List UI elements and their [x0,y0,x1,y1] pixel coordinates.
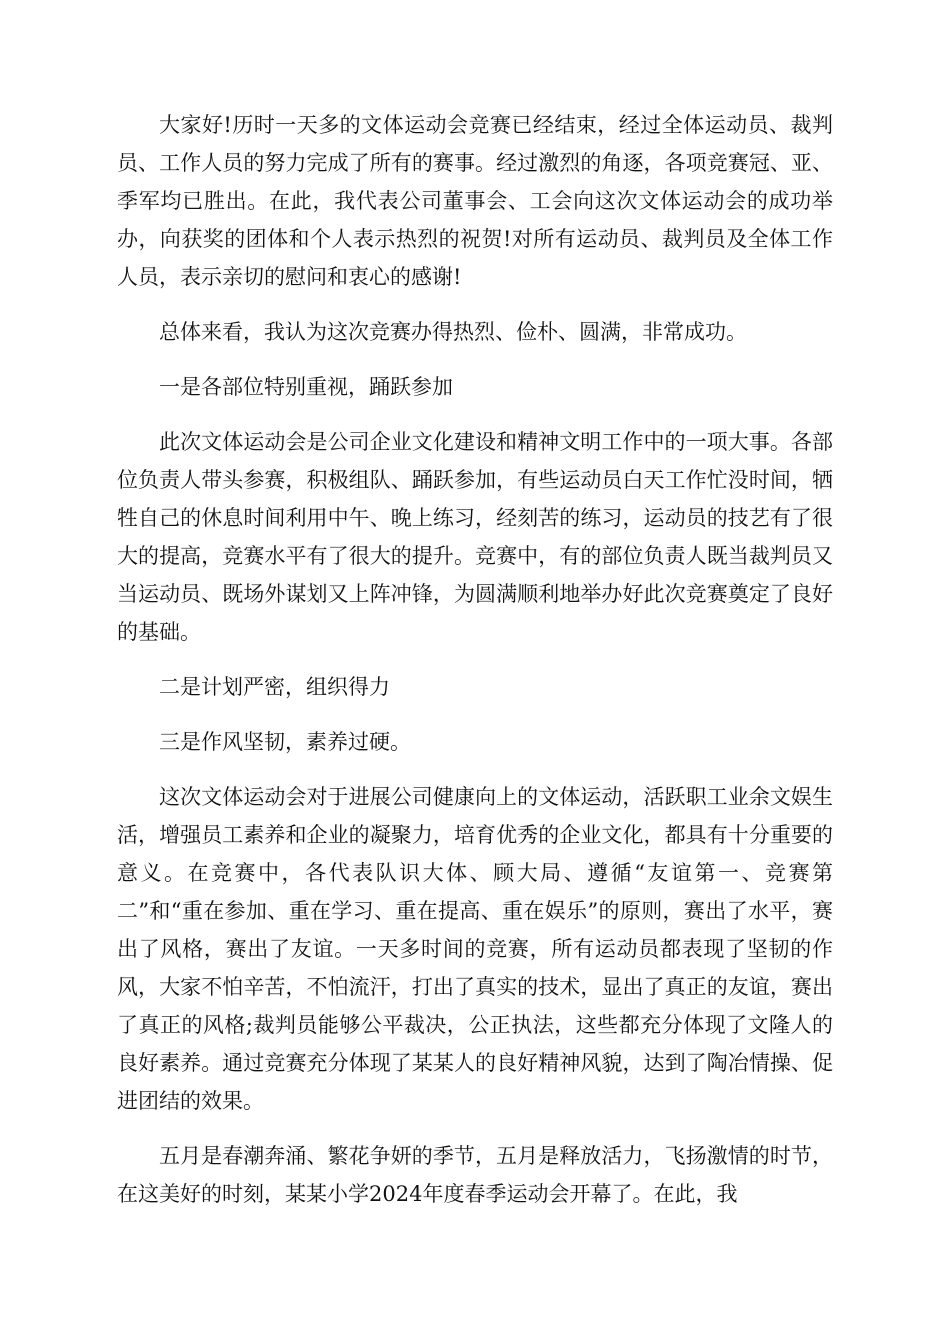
section-heading-two: 二是计划严密，组织得力 [159,675,390,699]
section-heading-one: 一是各部位特别重视，踊跃参加 [159,375,453,399]
paragraph-significance: 这次文体运动会对于进展公司健康向上的文体运动，活跃职工业余文娱生活，增强员工素养和企业的凝聚力，培育优秀的企业文化，都具有十分重要的意义。在竞赛中，各代表队识大体、顾大局、遵循“友谊第一、竞赛第二”和“重在参加、重在学习、重在提高、重在娱乐”的原则，赛出了水平，赛出了风格，赛出了友谊。一天多时间的竞赛，所有运动员都表现了坚韧的作风，大家不怕辛苦，不怕流汗，打出了真实的技术，显出了真正的友谊，赛出了真正的风格;裁判员能够公平裁决，公正执法，这些都充分体现了文隆人的良好素养。通过竞赛充分体现了某某人的良好精神风貌，达到了陶冶情操、促进团结的效果。 [117,785,833,1113]
section-heading-three: 三是作风坚韧，素养过硬。 [159,730,411,754]
paragraph-greeting: 大家好!历时一天多的文体运动会竞赛已经结束，经过全体运动员、裁判员、工作人员的努力完成了所有的赛事。经过激烈的角逐，各项竞赛冠、亚、季军均已胜出。在此，我代表公司董事会、工会向这次文体运动会的成功举办，向获奖的团体和个人表示热烈的祝贺!对所有运动员、裁判员及全体工作人员，表示亲切的慰问和衷心的感谢! [117,113,833,289]
paragraph-summary: 总体来看，我认为这次竞赛办得热烈、俭朴、圆满，非常成功。 [159,320,747,344]
document-page [117,106,833,1230]
paragraph-may: 五月是春潮奔涌、繁花争妍的季节，五月是释放活力，飞扬激情的时节，在这美好的时刻，某某小学2024年度春季运动会开幕了。在此，我 [117,1144,833,1206]
paragraph-section-one: 此次文体运动会是公司企业文化建设和精神文明工作中的一项大事。各部位负责人带头参赛，积极组队、踊跃参加，有些运动员白天工作忙没时间，牺牲自己的休息时间利用中午、晚上练习，经刻苦的练习，运动员的技艺有了很大的提高，竞赛水平有了很大的提升。竞赛中，有的部位负责人既当裁判员又当运动员、既场外谋划又上阵冲锋，为圆满顺利地举办好此次竞赛奠定了良好的基础。 [117,430,833,644]
